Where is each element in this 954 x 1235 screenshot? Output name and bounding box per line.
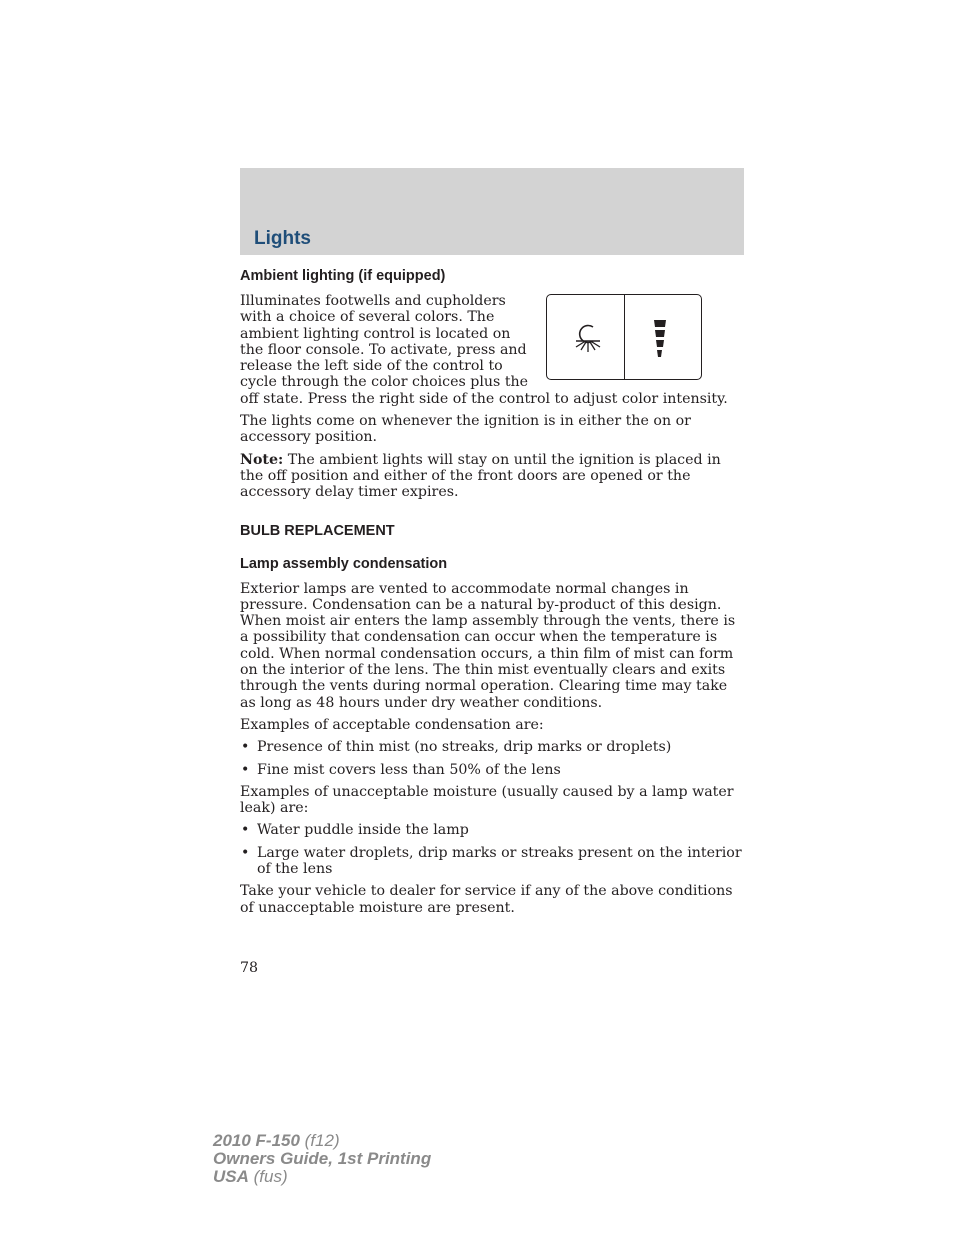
bullet: • <box>241 761 250 778</box>
ambient-description: Illuminates footwells and cupholders with a choice of several colors. The ambient lighting control is located on the floor console. To activate, press and release the left side of the control to cycle through the color choices plus the off state. Press the right side of the control to adjust color intensity. <box>240 293 728 407</box>
document-footer <box>213 1132 431 1186</box>
ambient-ignition-text: The lights come on whenever the ignition is in either the on or accessory position. <box>240 413 691 446</box>
bulb-replacement-heading: BULB REPLACEMENT <box>240 522 395 539</box>
ambient-note <box>240 452 744 501</box>
note-text: The ambient lights will stay on until the ignition is placed in the off position and either of the front doors are opened or the accessory delay timer expires. <box>240 451 721 501</box>
list-item: • Presence of thin mist (no streaks, drip marks or droplets) <box>241 739 672 756</box>
list-item: • Large water droplets, drip marks or streaks present on the interior of the lens <box>241 844 742 878</box>
intensity-bar-icon <box>650 319 670 359</box>
list-item: • Water puddle inside the lamp <box>241 822 469 839</box>
acceptable-intro: Examples of acceptable condensation are: <box>240 716 544 733</box>
list-item: • Fine mist covers less than 50% of the lens <box>241 761 561 778</box>
condensation-description: Exterior lamps are vented to accommodate normal changes in pressure. Condensation can be a natural by-product of this design. When moist air enters the lamp assembly through the vents, there is a possibility that condensation can occur when the temperature is cold. When normal condensation occurs, a thin film of mist can form on the interior of the lens. The thin mist eventually clears and exits through the vents during normal operation. Clearing time may take as long as 48 hours under dry weather conditions. <box>240 580 736 711</box>
header-band <box>240 168 744 255</box>
ambient-control-figure <box>546 294 702 380</box>
footer-line-3: USA (fus) <box>213 1167 288 1186</box>
acceptable-list <box>240 739 744 778</box>
bullet: • <box>241 822 250 839</box>
footer-line-1: 2010 F-150 (f12) <box>213 1131 340 1150</box>
bullet: • <box>241 739 250 756</box>
lamp-condensation-heading: Lamp assembly condensation <box>240 555 448 572</box>
unacceptable-list <box>240 822 744 877</box>
note-label: Note: <box>240 451 284 468</box>
page-content <box>240 266 744 922</box>
bullet: • <box>241 844 250 861</box>
ambient-lighting-heading: Ambient lighting (if equipped) <box>240 268 446 284</box>
section-title: Lights <box>254 228 311 249</box>
figure-divider <box>624 295 625 379</box>
page-number: 78 <box>240 960 259 976</box>
ambient-lamp-icon <box>573 321 603 355</box>
footer-line-2: Owners Guide, 1st Printing <box>213 1149 432 1168</box>
service-advice: Take your vehicle to dealer for service if any of the above conditions of unacceptable moisture are present. <box>240 883 733 916</box>
unacceptable-intro: Examples of unacceptable moisture (usually caused by a lamp water leak) are: <box>240 783 734 817</box>
